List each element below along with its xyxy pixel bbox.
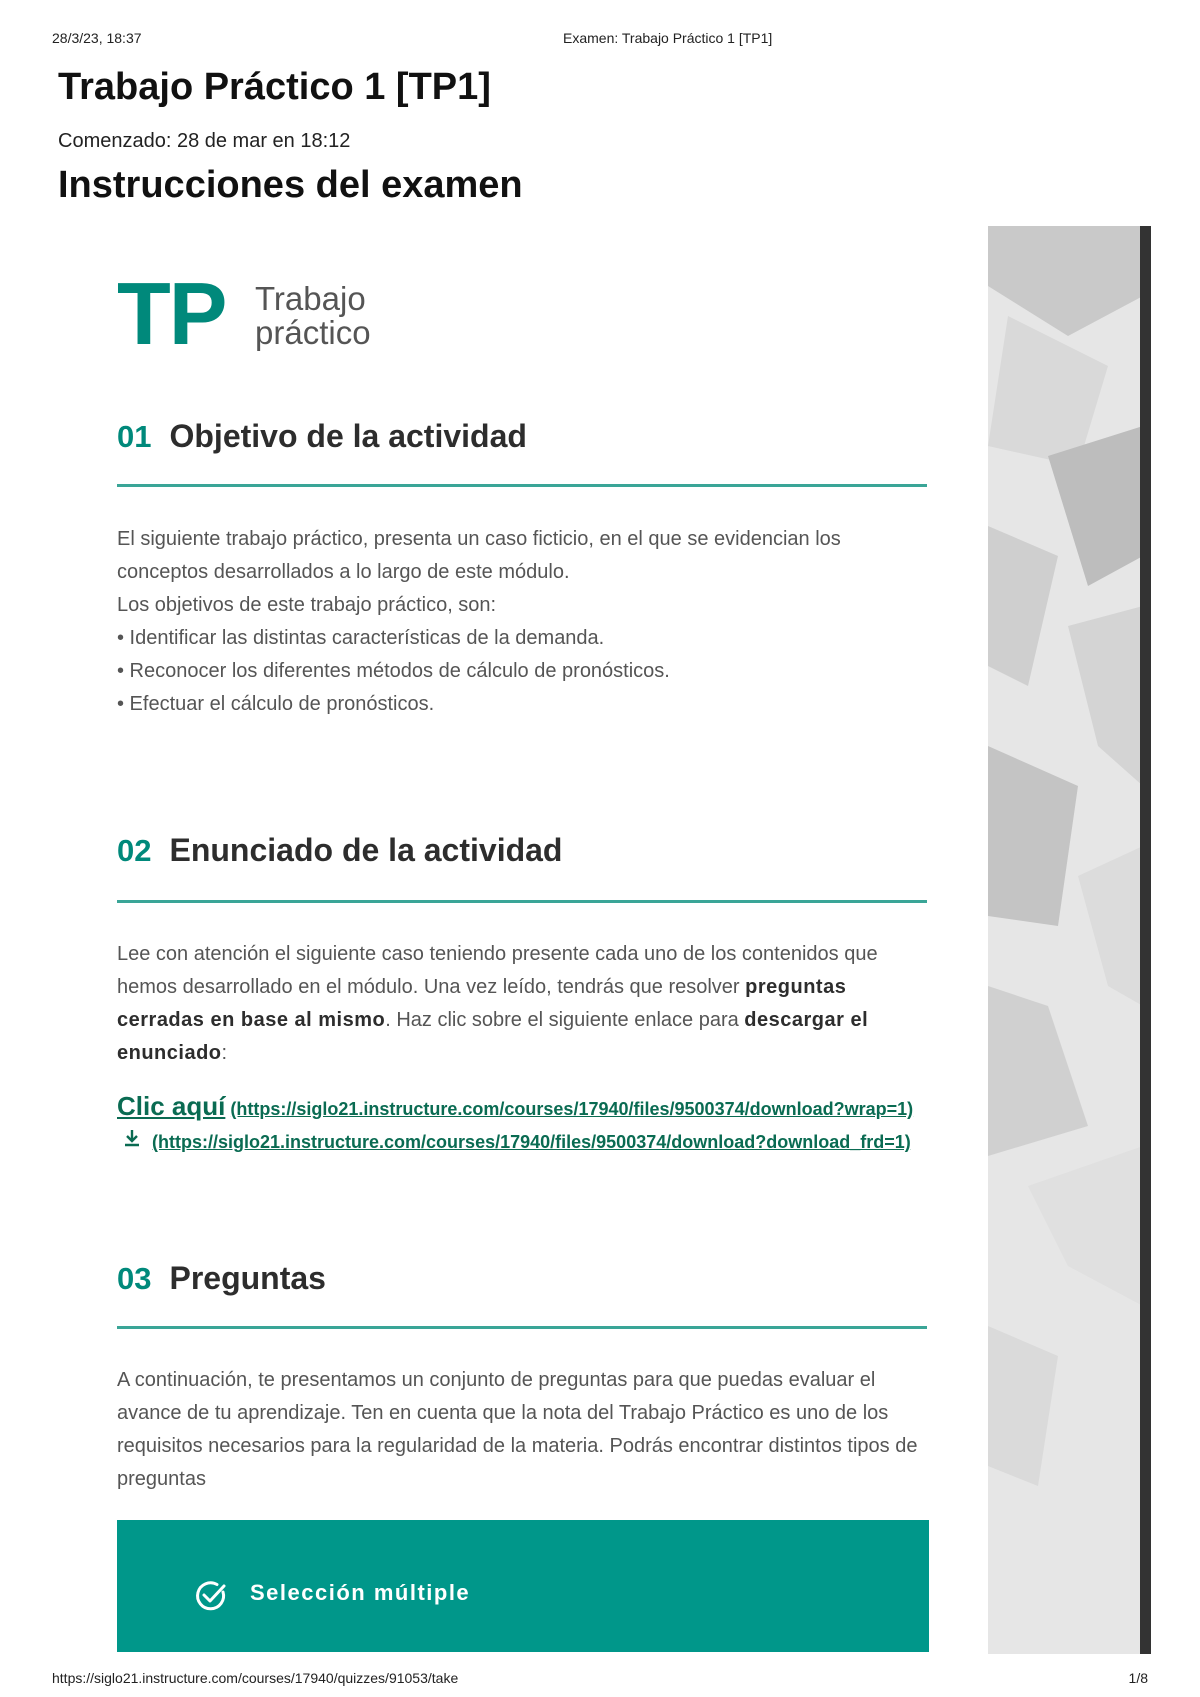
check-circle-icon	[193, 1578, 229, 1619]
objective-text	[117, 523, 937, 721]
section-title: Enunciado de la actividad	[169, 832, 563, 868]
section-heading-questions	[117, 1260, 927, 1297]
questions-intro: A continuación, te presentamos un conjunto de preguntas para que puedas evaluar el avance de tu aprendizaje. Ten en cuenta que la nota del Trabajo Práctico es uno de los requisitos necesarios para la regularidad de la materia. Podrás encontrar distintos tipos de preguntas	[117, 1369, 918, 1490]
click-here-link[interactable]: Clic aquí	[117, 1091, 226, 1121]
download-icon[interactable]	[121, 1127, 143, 1160]
objective-paragraph: El siguiente trabajo práctico, presenta un caso ficticio, en el que se evidencian los conceptos desarrollados a lo largo de este módulo.	[117, 528, 841, 583]
print-page-number: 1/8	[1128, 1670, 1148, 1686]
section-title: Preguntas	[169, 1260, 326, 1296]
objective-bullet: • Efectuar el cálculo de pronósticos.	[117, 693, 435, 715]
section-divider	[117, 484, 927, 487]
print-url: https://siglo21.instructure.com/courses/17940/quizzes/91053/take	[52, 1670, 459, 1686]
section-divider	[117, 1326, 927, 1329]
statement-bold: preguntas cerradas en base al mismo	[117, 976, 847, 1031]
started-timestamp: Comenzado: 28 de mar en 18:12	[58, 130, 351, 152]
section-divider	[117, 900, 927, 903]
section-number: 03	[117, 1261, 152, 1296]
statement-text-part: Lee con atención el siguiente caso teniendo presente cada uno de los contenidos que hemos desarrollado en el módulo. Una vez leído, tendrás que resolver	[117, 943, 878, 998]
instructions-heading: Instrucciones del examen	[58, 164, 523, 206]
tp-logo-line1: Trabajo	[255, 280, 366, 317]
decorative-side-image	[988, 226, 1143, 1654]
quiz-title: Trabajo Práctico 1 [TP1]	[58, 66, 491, 108]
statement-text-part: . Haz clic sobre el siguiente enlace para	[385, 1009, 745, 1031]
section-heading-objective	[117, 418, 927, 455]
section-number: 01	[117, 419, 152, 454]
objectives-intro: Los objetivos de este trabajo práctico, son:	[117, 594, 497, 616]
section-number: 02	[117, 833, 152, 868]
tp-logo-words	[255, 282, 455, 350]
objective-bullet: • Reconocer los diferentes métodos de cálculo de pronósticos.	[117, 660, 670, 682]
print-datetime: 28/3/23, 18:37	[52, 30, 142, 46]
question-type-banner	[117, 1520, 929, 1652]
section-title: Objetivo de la actividad	[169, 418, 527, 454]
section-heading-statement	[117, 832, 927, 869]
tp-logo-letters: TP	[117, 264, 226, 363]
print-page-title: Examen: Trabajo Práctico 1 [TP1]	[563, 30, 773, 46]
statement-bold: descargar el enunciado	[117, 1009, 869, 1064]
statement-text	[117, 938, 937, 1070]
objective-bullet: • Identificar las distintas características de la demanda.	[117, 627, 605, 649]
file-download-link[interactable]: (https://siglo21.instructure.com/courses/17940/files/9500374/download?download_frd=1)	[152, 1132, 911, 1152]
file-view-link[interactable]: (https://siglo21.instructure.com/courses/17940/files/9500374/download?wrap=1)	[230, 1099, 914, 1119]
side-scroll-bar	[1140, 226, 1151, 1654]
statement-text-part: :	[221, 1042, 228, 1064]
download-links	[117, 1090, 937, 1160]
tp-logo-line2: práctico	[255, 314, 371, 351]
question-type-label: Selección múltiple	[250, 1580, 471, 1605]
